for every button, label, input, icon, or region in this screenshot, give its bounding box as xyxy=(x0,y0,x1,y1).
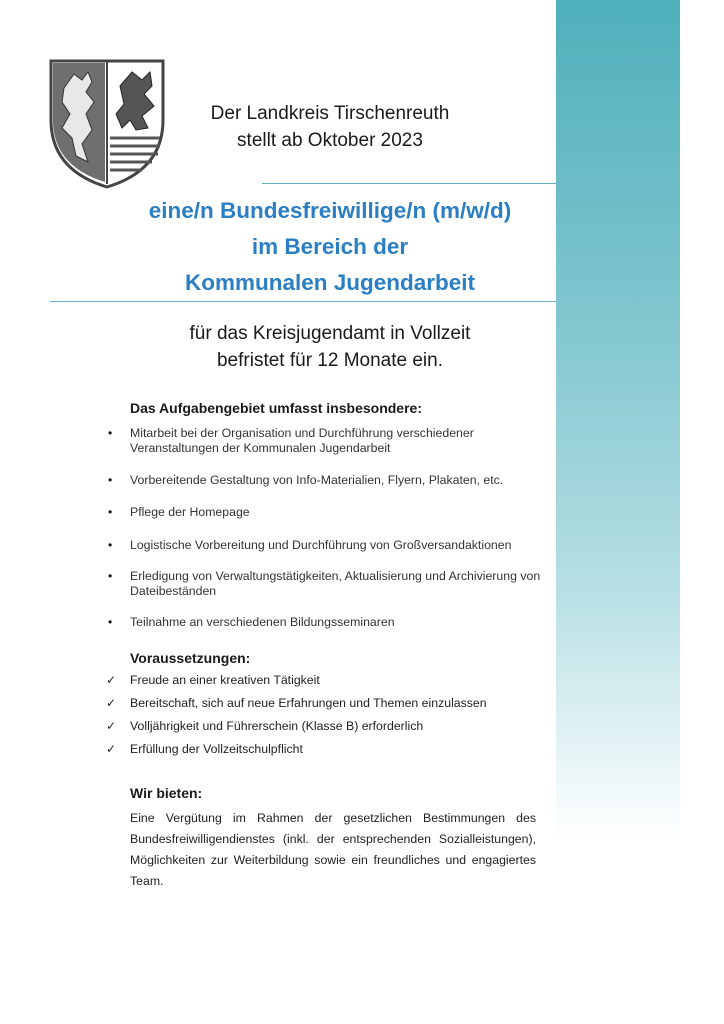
bullet-icon: • xyxy=(108,505,113,519)
checkmark-icon: ✓ xyxy=(106,719,117,733)
requirement-text: Volljährigkeit und Führerschein (Klasse B) erforderlich xyxy=(130,719,424,733)
intro-line-1: Der Landkreis Tirschenreuth xyxy=(210,103,450,124)
divider-top xyxy=(262,183,556,184)
job-title-line-3: Kommunalen Jugendarbeit xyxy=(184,270,476,295)
divider-bottom xyxy=(50,301,556,302)
list-item xyxy=(104,505,564,538)
employment-terms xyxy=(170,320,490,374)
requirement-text: Freude an einer kreativen Tätigkeit xyxy=(130,673,320,687)
offer-text: Eine Vergütung im Rahmen der gesetzlichen Bestimmungen des Bundesfreiwilligendienstes (inkl. der entsprechenden Sozialleistungen), Möglichkeiten zur Weiterbildung sowie ein freundliches und engagiertes Team. xyxy=(130,811,536,888)
task-text: Vorbereitende Gestaltung von Info-Materialien, Flyern, Plakaten, etc. xyxy=(130,473,504,487)
bullet-icon: • xyxy=(108,538,113,552)
checkmark-icon: ✓ xyxy=(106,696,117,710)
intro-text xyxy=(160,100,500,154)
list-item xyxy=(106,719,546,742)
coat-of-arms-icon xyxy=(48,58,166,190)
checkmark-icon: ✓ xyxy=(106,673,117,687)
decorative-side-band xyxy=(556,0,680,840)
bullet-icon: • xyxy=(108,473,113,487)
requirements-heading: Voraussetzungen: xyxy=(130,650,251,666)
job-title-line-1: eine/n Bundesfreiwillige/n (m/w/d) xyxy=(148,198,512,223)
job-title-line-2: im Bereich der xyxy=(251,234,409,259)
tasks-list xyxy=(104,426,564,633)
task-text: Teilnahme an verschiedenen Bildungsseminaren xyxy=(130,615,395,629)
list-item xyxy=(104,615,564,633)
tasks-heading: Das Aufgabengebiet umfasst insbesondere: xyxy=(130,400,422,416)
bullet-icon: • xyxy=(108,615,113,629)
list-item xyxy=(104,473,564,505)
task-text: Erledigung von Verwaltungstätigkeiten, Aktualisierung und Archivierung von Dateibeständen xyxy=(130,569,541,598)
task-text: Logistische Vorbereitung und Durchführung von Großversandaktionen xyxy=(130,538,512,552)
list-item xyxy=(106,742,546,765)
requirements-list xyxy=(106,673,546,765)
job-title xyxy=(120,193,540,301)
task-text: Mitarbeit bei der Organisation und Durchführung verschiedener Veranstaltungen der Kommunalen Jugendarbeit xyxy=(130,426,474,455)
list-item xyxy=(106,673,546,696)
employment-terms-line-2: befristet für 12 Monate ein. xyxy=(216,350,443,371)
bullet-icon: • xyxy=(108,426,113,440)
requirement-text: Bereitschaft, sich auf neue Erfahrungen und Themen einzulassen xyxy=(130,696,487,710)
offer-heading: Wir bieten: xyxy=(130,785,203,801)
list-item xyxy=(104,569,564,615)
bullet-icon: • xyxy=(108,569,113,583)
list-item xyxy=(104,426,564,473)
checkmark-icon: ✓ xyxy=(106,742,117,756)
intro-line-2: stellt ab Oktober 2023 xyxy=(237,130,423,151)
list-item xyxy=(106,696,546,719)
requirement-text: Erfüllung der Vollzeitschulpflicht xyxy=(130,742,303,756)
list-item xyxy=(104,538,564,569)
task-text: Pflege der Homepage xyxy=(130,505,250,519)
employment-terms-line-1: für das Kreisjugendamt in Vollzeit xyxy=(189,323,471,344)
